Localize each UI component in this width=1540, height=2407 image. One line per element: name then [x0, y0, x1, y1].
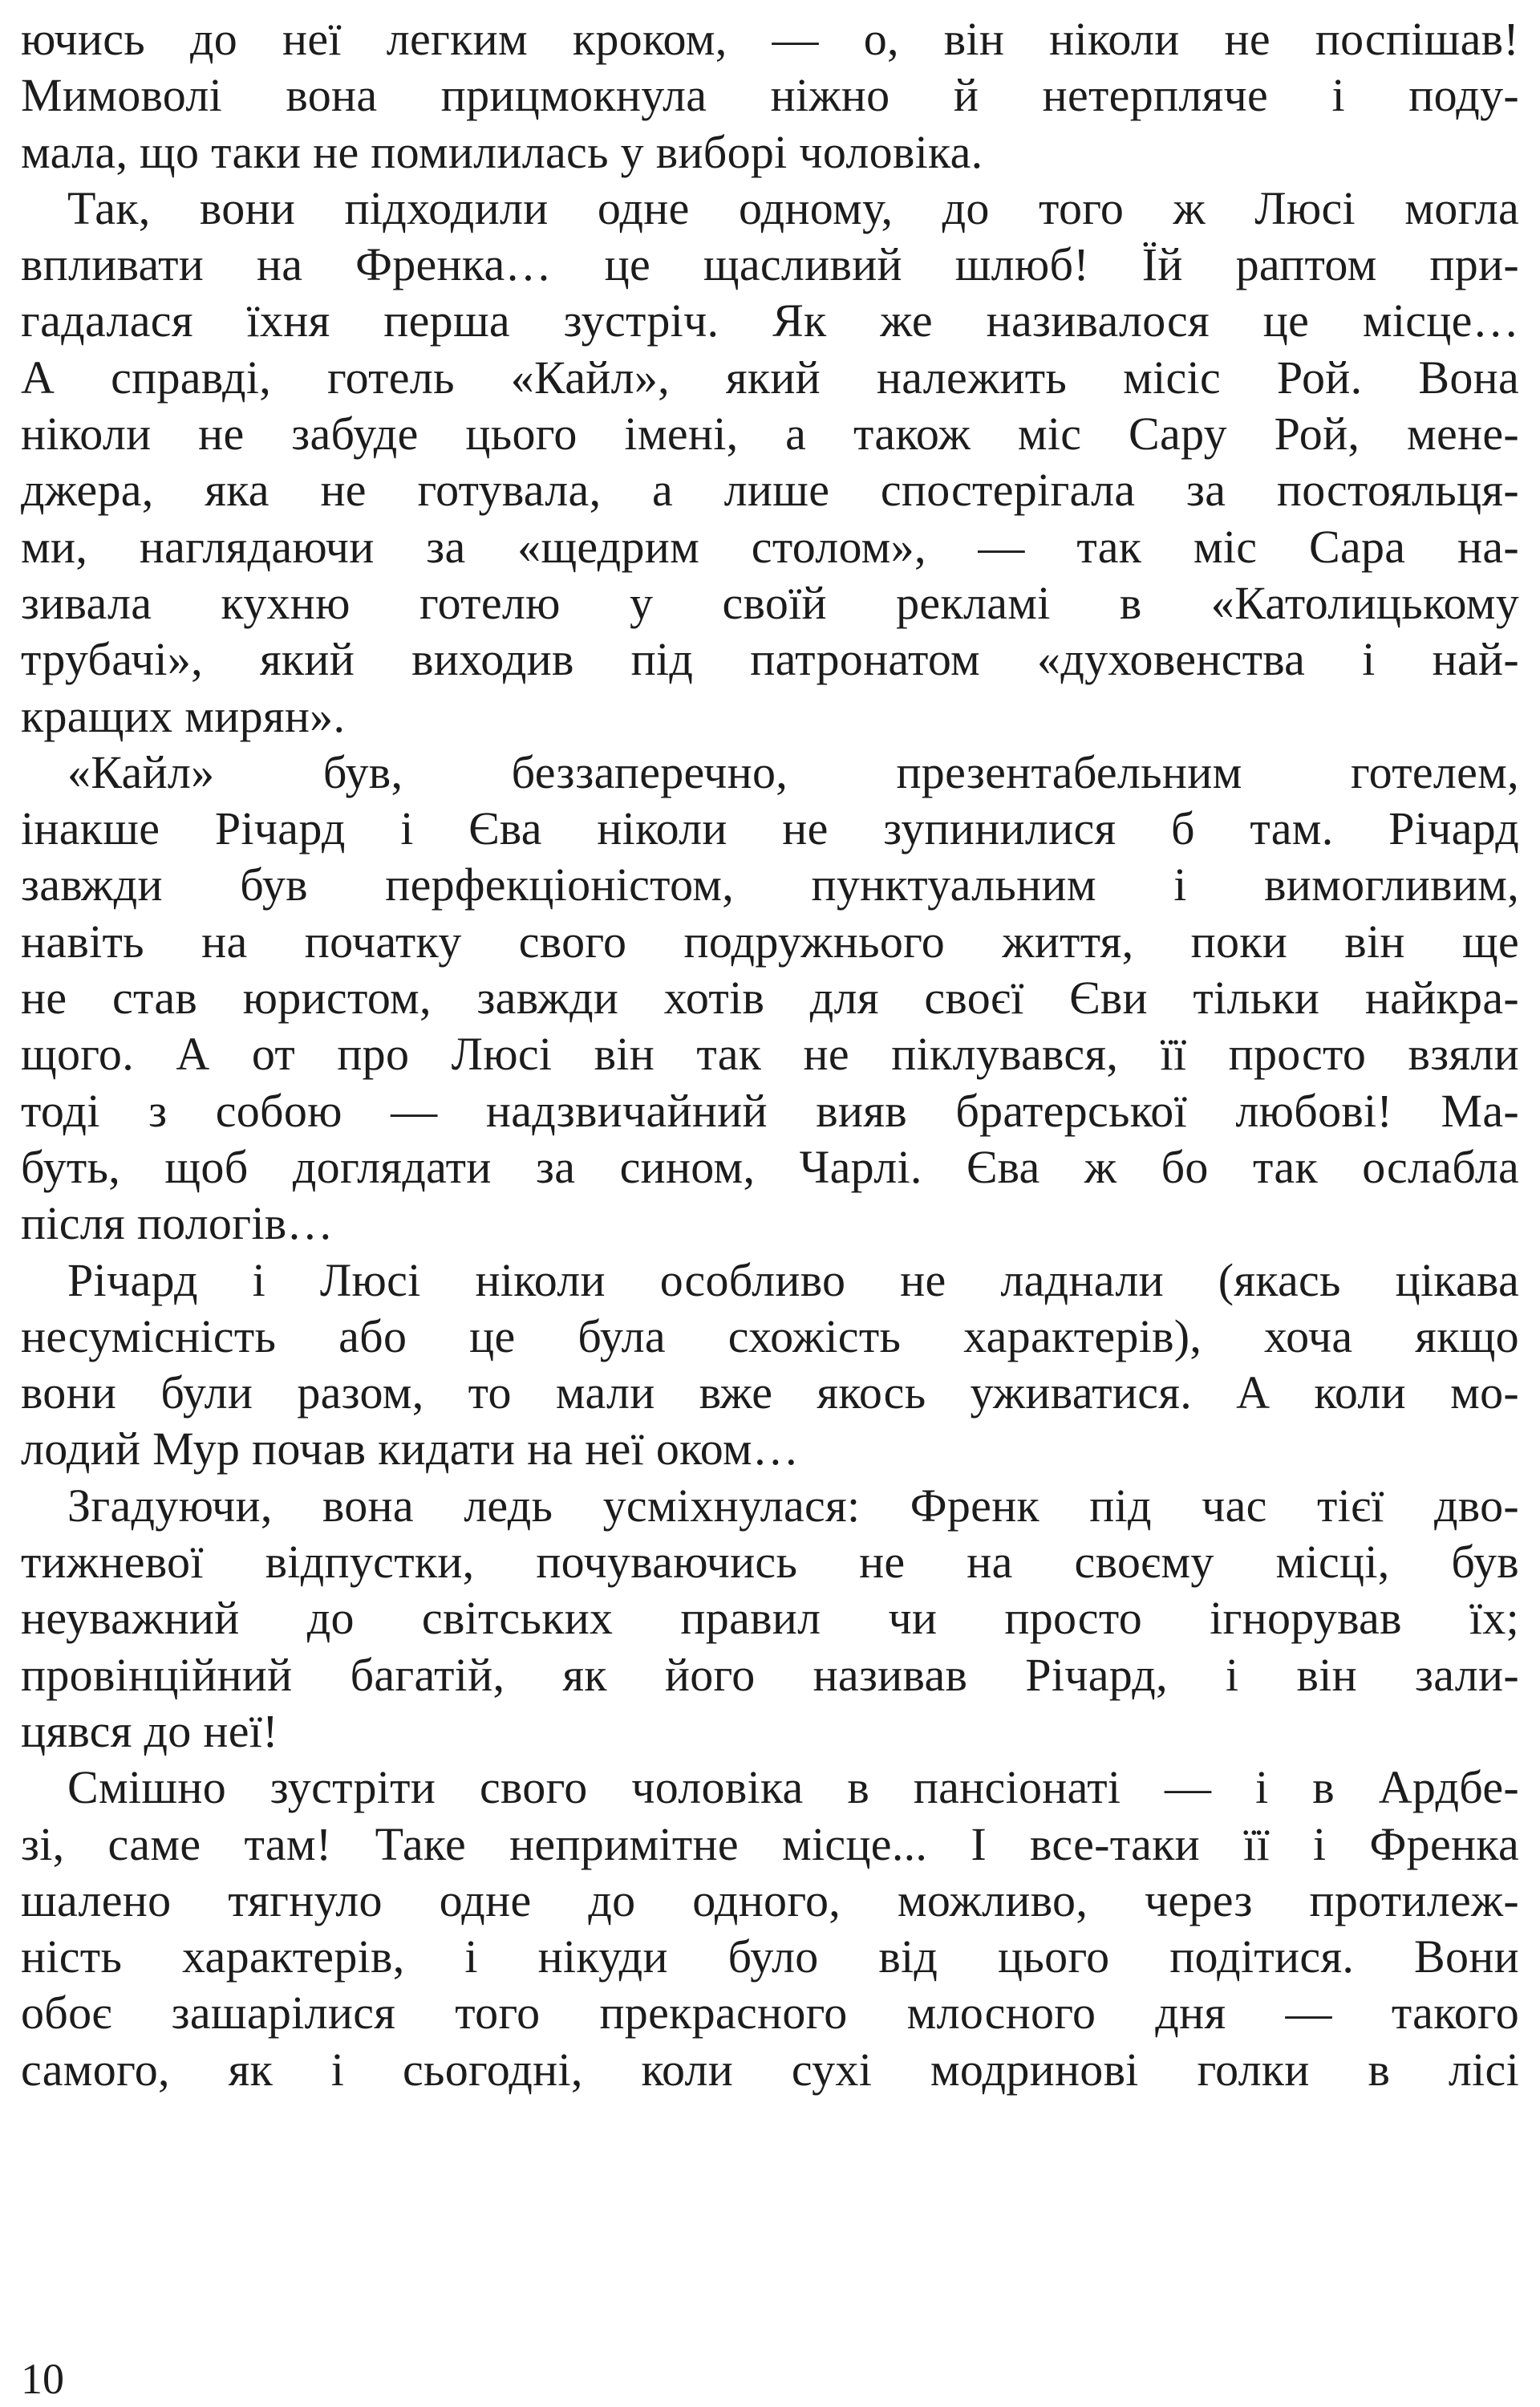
text-line: ючись до неї легким кроком, — о, він ніколи не поспішав!	[21, 13, 1519, 65]
text-line: Річард і Люсі ніколи особливо не ладнали (якась цікава	[67, 1253, 1519, 1306]
text-line: завжди був перфекціоністом, пунктуальним і вимогливим,	[21, 858, 1519, 911]
text-line: зивала кухню готелю у своїй рекламі в «Католицькому	[21, 576, 1519, 629]
page-number: 10	[21, 2355, 64, 2403]
text-line: Згадуючи, вона ледь усміхнулася: Френк під час тієї дво-	[67, 1479, 1519, 1532]
text-line: несумісність або це була схожість характерів), хоча якщо	[21, 1309, 1519, 1362]
text-line: тоді з собою — надзвичайний вияв братерської любові! Ма-	[21, 1084, 1519, 1137]
text-line: шалено тягнуло одне до одного, можливо, через протилеж-	[21, 1873, 1519, 1926]
text-line: кращих мирян».	[21, 689, 346, 742]
text-line: мала, що таки не помилилась у виборі чоловіка.	[21, 125, 983, 178]
text-line: після пологів…	[21, 1197, 334, 1250]
text-line: ність характерів, і нікуди було від цього подітися. Вони	[21, 1930, 1519, 1983]
text-line: «Кайл» був, беззаперечно, презентабельним готелем,	[67, 745, 1519, 798]
text-line: тижневої відпустки, почуваючись не на своєму місці, був	[21, 1536, 1519, 1589]
text-line: гадалася їхня перша зустріч. Як же називалося це місце…	[21, 294, 1519, 347]
text-line: лодий Мур почав кидати на неї оком…	[21, 1423, 800, 1475]
text-line: самого, як і сьогодні, коли сухі модринові голки в лісі	[21, 2043, 1519, 2096]
text-line: ніколи не забуде цього імені, а також міс Сару Рой, мене-	[21, 408, 1519, 461]
text-line: навіть на початку свого подружнього життя, поки він ще	[21, 915, 1519, 968]
text-line: Так, вони підходили одне одному, до того ж Люсі могла	[67, 181, 1519, 234]
text-line: Мимоволі вона прицмокнула ніжно й нетерпляче і поду-	[21, 69, 1519, 122]
text-line: цявся до неї!	[21, 1704, 278, 1757]
text-line: неуважний до світських правил чи просто ігнорував їх;	[21, 1592, 1519, 1645]
body-text	[21, 11, 1519, 2098]
text-line: А справді, готель «Кайл», який належить місіс Рой. Вона	[21, 351, 1519, 404]
text-line: джера, яка не готувала, а лише спостерігала за постояльця-	[21, 464, 1519, 517]
text-line: провінційний багатій, як його називав Річард, і він зали-	[21, 1648, 1519, 1701]
text-line: вони були разом, то мали вже якось уживатися. А коли мо-	[21, 1366, 1519, 1419]
text-line: не став юристом, завжди хотів для своєї Єви тільки найкра-	[21, 972, 1519, 1025]
text-line: впливати на Френка… це щасливий шлюб! Їй раптом при-	[21, 238, 1519, 291]
text-line: зі, саме там! Таке непримітне місце... І все-таки її і Френка	[21, 1817, 1519, 1870]
text-line: щого. А от про Люсі він так не піклувався, її просто взяли	[21, 1028, 1519, 1081]
text-line: інакше Річард і Єва ніколи не зупинилися б там. Річард	[21, 802, 1519, 855]
text-line: буть, щоб доглядати за сином, Чарлі. Єва ж бо так ослабла	[21, 1140, 1519, 1193]
text-line: трубачі», який виходив під патронатом «духовенства і най-	[21, 633, 1519, 686]
text-line: обоє зашарілися того прекрасного млосного дня — такого	[21, 1987, 1519, 2040]
text-line: Смішно зустріти свого чоловіка в пансіонаті — і в Ардбе-	[67, 1761, 1519, 1814]
text-line: ми, наглядаючи за «щедрим столом», — так міс Сара на-	[21, 520, 1519, 573]
